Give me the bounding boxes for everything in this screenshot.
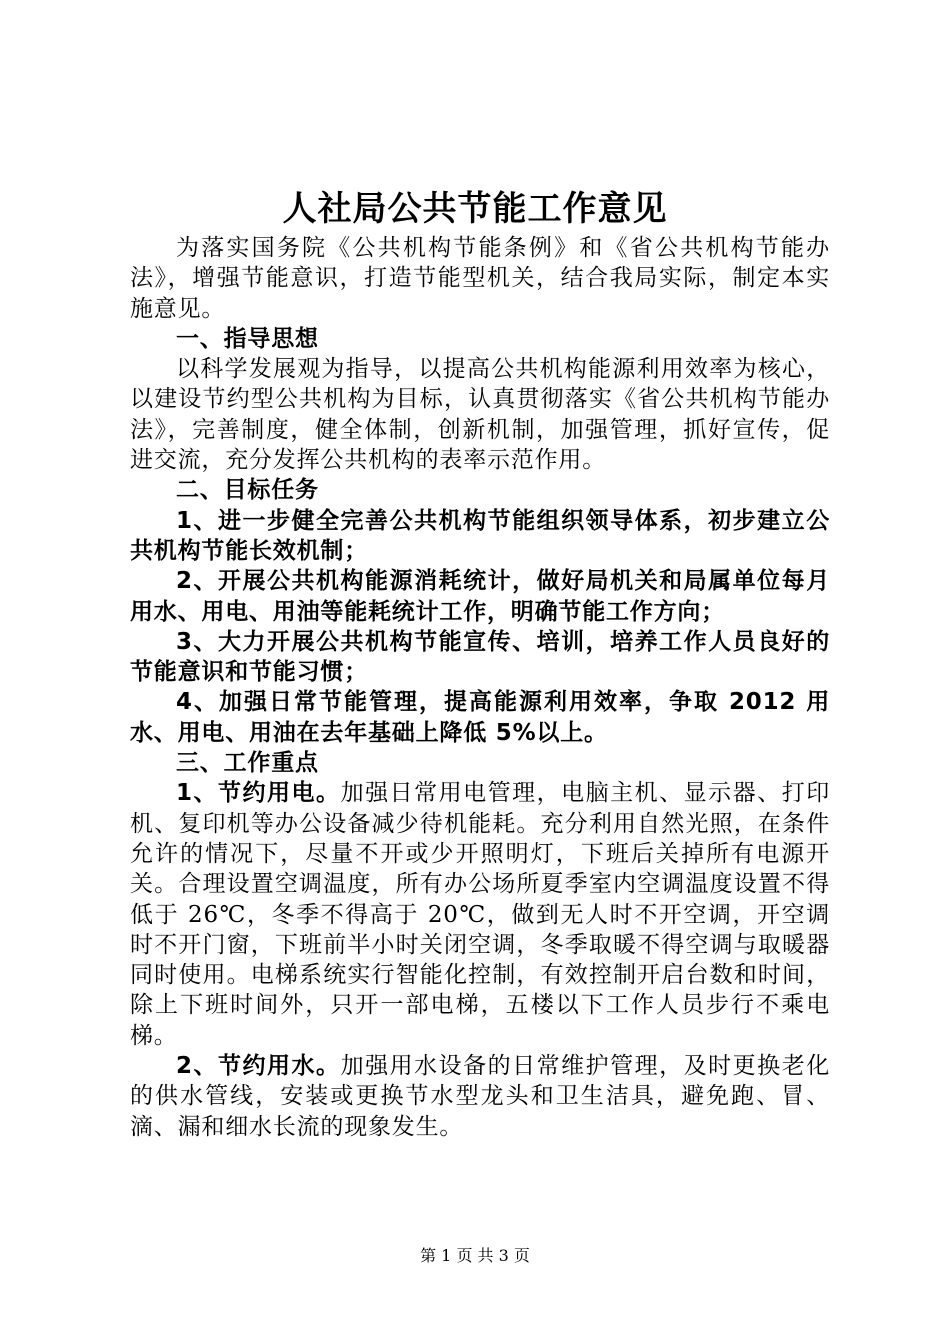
key-work-item-1: [130, 778, 830, 1051]
intro-paragraph: 为落实国务院《公共机构节能条例》和《省公共机构节能办法》，增强节能意识，打造节能型机关，结合我局实际，制定本实施意见。: [130, 235, 830, 322]
key-work-item-1-lead: 1、节约用电。: [176, 780, 341, 807]
page-footer: 第 1 页 共 3 页: [420, 1246, 530, 1265]
goal-item-1: 1、进一步健全完善公共机构节能组织领导体系，初步建立公共机构节能长效机制；: [130, 507, 830, 564]
key-work-item-2-text: 加强用水设备的日常维护管理，及时更换老化的供水管线，安装或更换节水型龙头和卫生洁具，避免跑、冒、滴、漏和细水长流的现象发生。: [130, 1053, 831, 1140]
section-heading-guiding-thought: 一、指导思想: [176, 325, 319, 352]
goal-item-2: 2、开展公共机构能源消耗统计，做好局机关和局属单位每月用水、用电、用油等能耗统计工作，明确节能工作方向；: [130, 568, 830, 625]
key-work-item-2-lead: 2、节约用水。: [176, 1053, 341, 1080]
goal-item-3: 3、大力开展公共机构节能宣传、培训，培养工作人员良好的节能意识和节能习惯；: [130, 628, 830, 686]
document-title: 人社局公共节能工作意见: [282, 189, 668, 229]
goal-item-4: 4、加强日常节能管理，提高能源利用效率，争取 2012 用水、用电、用油在去年基础上降低 5%以上。: [130, 689, 830, 746]
key-work-item-1-text: 加强日常用电管理，电脑主机、显示器、打印机、复印机等办公设备减少待机能耗。充分利用自然光照，在条件允许的情况下，尽量不开或少开照明灯，下班后关掉所有电源开关。合理设置空调温度，所有办公场所夏季室内空调温度设置不得低于 26℃，冬季不得高于 20℃，做到无人时不开空调，开空调时不开门窗，下班前半小时关闭空调，冬季取暖不得空调与取暖器同时使用。电梯系统实行智能化控制，有效控制开启台数和时间，除上下班时间外，只开一部电梯，五楼以下工作人员步行不乘电梯。: [130, 780, 831, 1049]
document-body: [130, 233, 830, 1142]
guiding-thought-paragraph: 以科学发展观为指导，以提高公共机构能源利用效率为核心，以建设节约型公共机构为目标，认真贯彻落实《省公共机构节能办法》，完善制度，健全体制，创新机制，加强管理，抓好宣传，促进交流，充分发挥公共机构的表率示范作用。: [130, 356, 830, 474]
section-heading-key-work: 三、工作重点: [176, 750, 319, 777]
key-work-item-2: [130, 1051, 830, 1142]
section-heading-goals: 二、目标任务: [176, 477, 319, 504]
